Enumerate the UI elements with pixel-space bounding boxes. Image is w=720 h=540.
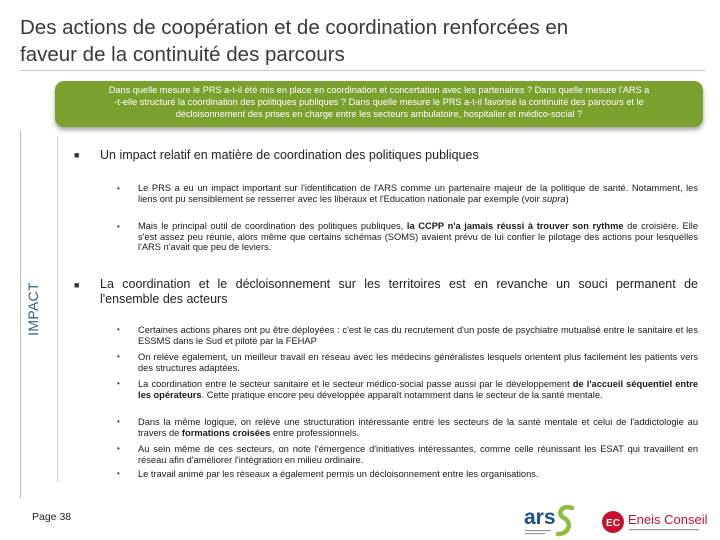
ars-logo-tagline bbox=[525, 530, 551, 531]
section2-item-5: Au sein même de ces secteurs, on note l'émergence d'initiatives intéressantes, comme celle réunissant les ESAT qui travaillent en réseau afin d'améliorer l'intégration en milieu ordinaire. bbox=[138, 444, 698, 465]
section1-item-1: Le PRS a eu un impact important sur l'identification de l'ARS comme un partenaire majeur de la politique de santé. Notamment, les liens ont pu sensiblement se resserrer avec les libéraux et l'Education nationale par exemple (voir supra) bbox=[138, 183, 698, 204]
square-bullet-icon: ■ bbox=[74, 280, 80, 290]
title-line-1: Des actions de coopération et de coordination renforcées en bbox=[20, 16, 569, 39]
round-bullet-icon: • bbox=[117, 417, 120, 426]
side-label-impact bbox=[21, 282, 45, 336]
section1-heading: Un impact relatif en matière de coordination des politiques publiques bbox=[100, 148, 479, 162]
ars-logo-text: ars bbox=[524, 506, 556, 529]
ars-logo-tagline bbox=[525, 533, 545, 534]
evaluation-question-box bbox=[55, 81, 703, 127]
section2-item-2: On relève également, un meilleur travail en réseau avec les médecins généralistes lesquels orientent plus facilement les patients vers des structures adaptées. bbox=[138, 352, 698, 373]
question-line-2: -t-elle structuré la coordination des politiques publiques ? Dans quelle mesure le PRS a-t-il favorisé la continuité des parcours et le bbox=[114, 97, 644, 107]
section2-heading-line-1: La coordination et le décloisonnement sur les territoires est en revanche un souci permanent de bbox=[100, 277, 698, 291]
round-bullet-icon: • bbox=[117, 469, 120, 478]
ars-logo bbox=[522, 502, 580, 538]
section2-item-1: Certaines actions phares ont pu être déployées : c'est le cas du recrutement d'un poste de psychiatre mutualisé entre le sanitaire et les ESSMS dans le Sud et piloté par la FEHAP bbox=[138, 325, 698, 346]
page-title bbox=[20, 14, 700, 68]
eneis-conseil-logo bbox=[601, 508, 711, 536]
section2-item-3: La coordination entre le secteur sanitaire et le secteur médico-social passe aussi par le développement de l'accueil séquentiel entre les opérateurs. Cette pratique encore peu développée apparaît notamment dans le secteur de la santé mentale. bbox=[138, 379, 698, 400]
section2-heading-line-2: l'ensemble des acteurs bbox=[100, 292, 228, 306]
eneis-logo-tagline bbox=[629, 529, 699, 530]
round-bullet-icon: • bbox=[117, 184, 120, 193]
content-divider bbox=[57, 136, 58, 482]
section2-item-6: Le travail animé par les réseaux a également permis un décloisonnement entre les organisations. bbox=[138, 469, 539, 479]
eneis-logo-badge-text: EC bbox=[606, 518, 620, 529]
section2-heading bbox=[100, 277, 698, 307]
section1-item-2: Mais le principal outil de coordination des politiques publiques, la CCPP n'a jamais réussi à trouver son rythme de croisière. Elle s'est assez peu réunie, alors même que certains schémas (SOMS) avaient prévu de lui confier le pilotage des actions pour lesquelles l'ARS n'avait que peu de leviers. bbox=[138, 221, 698, 253]
round-bullet-icon: • bbox=[117, 325, 120, 334]
section2-item-4: Dans la même logique, on relève une structuration intéressante entre les secteurs de la santé mentale et celui de l'addictologie au travers de formations croisées entre professionnels. bbox=[138, 417, 698, 438]
round-bullet-icon: • bbox=[117, 222, 120, 231]
title-line-2: faveur de la continuité des parcours bbox=[20, 43, 345, 66]
ars-logo-swoosh bbox=[558, 507, 572, 534]
question-line-1: Dans quelle mesure le PRS a-t-il été mis en place en coordination et concertation avec les partenaires ? Dans quelle mesure l'ARS a bbox=[108, 85, 650, 95]
question-line-3: décloisonnement des prises en charge entre les secteurs ambulatoire, hospitalier et médico-social ? bbox=[175, 109, 583, 119]
page-number: Page 38 bbox=[32, 511, 72, 523]
square-bullet-icon: ■ bbox=[74, 150, 80, 160]
eneis-logo-text: Eneis Conseil bbox=[628, 512, 708, 527]
round-bullet-icon: • bbox=[117, 352, 120, 361]
round-bullet-icon: • bbox=[117, 444, 120, 453]
side-label-text: IMPACT bbox=[25, 282, 41, 336]
round-bullet-icon: • bbox=[117, 379, 120, 388]
title-divider bbox=[20, 70, 705, 71]
